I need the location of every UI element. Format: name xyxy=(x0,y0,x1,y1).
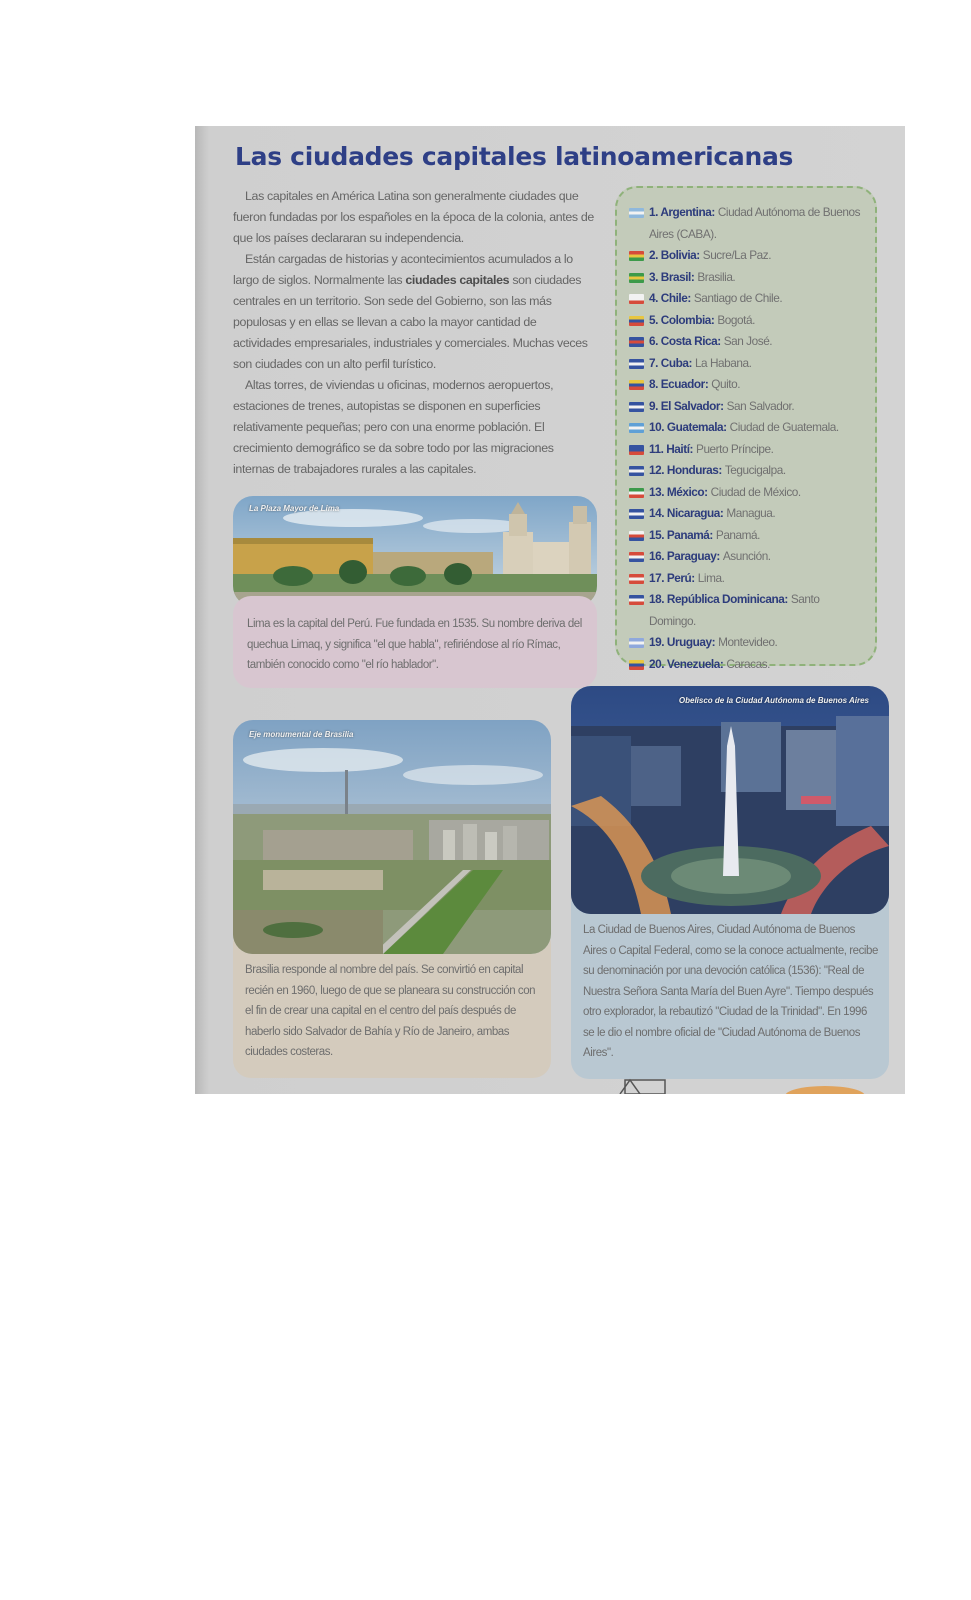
capital-city: Santo Domingo. xyxy=(649,592,820,628)
capital-item xyxy=(629,310,865,332)
capital-city: Quito. xyxy=(711,377,741,391)
capital-text xyxy=(649,589,865,632)
capital-city: Managua. xyxy=(726,506,776,520)
capital-country: 10. Guatemala: xyxy=(649,420,727,434)
capital-country: 6. Costa Rica: xyxy=(649,334,721,348)
flag-icon xyxy=(629,552,644,562)
capital-city: La Habana. xyxy=(694,355,752,370)
page-title: Las ciudades capitales latinoamericanas xyxy=(235,142,794,171)
capital-country: 18. República Dominicana: xyxy=(649,592,788,606)
flag-icon xyxy=(629,660,644,670)
intro-p2-start: Están cargadas de historias y acontecimientos acumulados a lo largo de siglos. Normalmente las xyxy=(233,252,573,287)
capital-country: 9. El Salvador: xyxy=(649,398,724,413)
flag-icon xyxy=(629,509,644,519)
capital-country: 3. Brasil: xyxy=(649,269,695,284)
capital-text xyxy=(649,331,772,353)
capital-item xyxy=(629,202,865,245)
capital-text xyxy=(649,202,865,245)
capital-city: Santiago de Chile. xyxy=(693,291,783,305)
capital-city: Bogotá. xyxy=(717,312,755,327)
capital-item xyxy=(629,525,865,547)
flag-icon xyxy=(629,466,644,476)
capital-text xyxy=(649,310,755,332)
buenos-aires-caption: La Ciudad de Buenos Aires, Ciudad Autónoma de Buenos Aires o Capital Federal, como se la conoce actualmente, recibe su denominación por una devoción católica (1536): "Real de Nuestra Señora Santa María del Buen Ayre". Tiempo después otro explorador, la rebautizó "Ciudad de la Trinidad". En 1996 se le dio el nombre oficial de "Ciudad Autónoma de Buenos Aires". xyxy=(571,886,889,1079)
flag-icon xyxy=(629,294,644,304)
capitals-list xyxy=(615,186,877,671)
capital-country: 15. Panamá: xyxy=(649,527,713,542)
flag-icon xyxy=(629,251,644,261)
capital-item xyxy=(629,374,865,396)
capital-country: 7. Cuba: xyxy=(649,355,692,370)
capital-city: Tegucigalpa. xyxy=(724,463,786,477)
capital-text xyxy=(649,353,751,375)
capital-city: Asunción. xyxy=(722,549,771,563)
capital-item xyxy=(629,439,865,461)
intro-p2-bold: ciudades capitales xyxy=(405,273,510,287)
intro-paragraph-2 xyxy=(233,249,595,375)
flag-icon xyxy=(629,423,644,433)
intro-text xyxy=(233,186,595,480)
buenos-aires-photo-label: Obelisco de la Ciudad Autónoma de Buenos Aires xyxy=(678,696,869,705)
brasilia-photo-label: Eje monumental de Brasilia xyxy=(249,730,354,739)
capital-item xyxy=(629,632,865,654)
capital-country: 17. Perú: xyxy=(649,570,695,585)
capital-country: 20. Venezuela: xyxy=(649,656,724,671)
flag-icon xyxy=(629,402,644,412)
capital-city: Lima. xyxy=(697,570,725,585)
capital-city: Brasilia. xyxy=(697,269,736,284)
capital-city: Puerto Príncipe. xyxy=(696,441,774,456)
capital-country: 1. Argentina: xyxy=(649,205,715,219)
flag-icon xyxy=(629,488,644,498)
capital-text xyxy=(649,288,782,310)
flag-icon xyxy=(629,208,644,218)
capital-item xyxy=(629,288,865,310)
lima-caption: Lima es la capital del Perú. Fue fundada en 1535. Su nombre deriva del quechua Limaq, y significa "el que habla", refiriéndose al río Rímac, también conocido como "el río hablador". xyxy=(233,596,597,688)
obelisco-night-image xyxy=(571,686,889,914)
lima-plaza-photo xyxy=(233,496,597,606)
flag-icon xyxy=(629,531,644,541)
capital-item xyxy=(629,654,865,676)
capital-country: 14. Nicaragua: xyxy=(649,506,724,520)
capital-text xyxy=(649,546,771,568)
capital-text xyxy=(649,654,770,676)
capital-city: Panamá. xyxy=(715,527,760,542)
capital-item xyxy=(629,245,865,267)
intro-p2-end: son ciudades centrales en un territorio. Son sede del Gobierno, son las más populosas y en ellas se llevan a cabo la mayor cantidad de actividades empresariales, industriales y comerciales. Muchas veces son ciudades con un alto perfil turístico. xyxy=(233,273,588,371)
capital-text xyxy=(649,417,839,439)
capital-country: 11. Haití: xyxy=(649,441,694,456)
flag-icon xyxy=(629,380,644,390)
capital-text xyxy=(649,439,773,461)
capital-text xyxy=(649,396,794,418)
flag-icon xyxy=(629,574,644,584)
capital-text xyxy=(649,503,775,525)
capital-country: 12. Honduras: xyxy=(649,463,722,477)
intro-paragraph-3: Altas torres, de viviendas u oficinas, modernos aeropuertos, estaciones de trenes, autopistas se disponen en superficies relativamente pequeñas; pero con una enorme población. El crecimiento demográfico se da sobre todo por las migraciones internas de trabajadores rurales a las capitales. xyxy=(233,378,554,476)
capital-text xyxy=(649,482,801,504)
capital-country: 16. Paraguay: xyxy=(649,549,720,563)
capital-city: Ciudad de México. xyxy=(710,484,801,499)
capital-country: 8. Ecuador: xyxy=(649,377,709,391)
textbook-page xyxy=(195,126,905,1094)
capital-item xyxy=(629,353,865,375)
flag-icon xyxy=(629,445,644,455)
flag-icon xyxy=(629,337,644,347)
capital-text xyxy=(649,460,786,482)
capital-text xyxy=(649,245,771,267)
capital-item xyxy=(629,568,865,590)
capital-text xyxy=(649,632,777,654)
capital-country: 5. Colombia: xyxy=(649,312,715,327)
capital-country: 19. Uruguay: xyxy=(649,635,716,649)
capital-item xyxy=(629,589,865,632)
capital-city: San Salvador. xyxy=(726,398,795,413)
buenos-aires-photo xyxy=(571,686,889,914)
capital-item xyxy=(629,267,865,289)
capital-city: Ciudad Autónoma de Buenos Aires (CABA). xyxy=(649,205,861,241)
capital-city: Caracas. xyxy=(726,656,770,671)
capital-item xyxy=(629,396,865,418)
brasilia-photo xyxy=(233,720,551,954)
capital-country: 13. México: xyxy=(649,484,708,499)
capital-item xyxy=(629,503,865,525)
flag-icon xyxy=(629,638,644,648)
capital-city: Ciudad de Guatemala. xyxy=(729,420,839,434)
capital-text xyxy=(649,568,724,590)
flag-icon xyxy=(629,316,644,326)
capital-city: Sucre/La Paz. xyxy=(702,248,772,262)
lima-photo-label: La Plaza Mayor de Lima xyxy=(249,504,340,513)
capital-city: Montevideo. xyxy=(718,635,778,649)
capital-item xyxy=(629,482,865,504)
brasilia-caption: Brasilia responde al nombre del país. Se convirtió en capital recién en 1960, luego de que se planeara su construcción con el fin de crear una capital en el centro del país después de haberlo sido Salvador de Bahía y Río de Janeiro, ambas ciudades costeras. xyxy=(233,926,551,1078)
capital-item xyxy=(629,331,865,353)
flag-icon xyxy=(629,595,644,605)
capital-country: 4. Chile: xyxy=(649,291,691,305)
capital-text xyxy=(649,374,740,396)
capital-city: San José. xyxy=(723,334,773,348)
capital-text xyxy=(649,267,735,289)
flag-icon xyxy=(629,359,644,369)
capital-item xyxy=(629,460,865,482)
intro-paragraph-1: Las capitales en América Latina son generalmente ciudades que fueron fundadas por los españoles en la época de la colonia, antes de que los países declararan su independencia. xyxy=(233,189,594,245)
capital-text xyxy=(649,525,760,547)
capital-item xyxy=(629,417,865,439)
capital-item xyxy=(629,546,865,568)
bottom-decoration xyxy=(615,1074,875,1094)
capital-country: 2. Bolivia: xyxy=(649,248,700,262)
flag-icon xyxy=(629,273,644,283)
brasilia-aerial-image xyxy=(233,720,551,954)
